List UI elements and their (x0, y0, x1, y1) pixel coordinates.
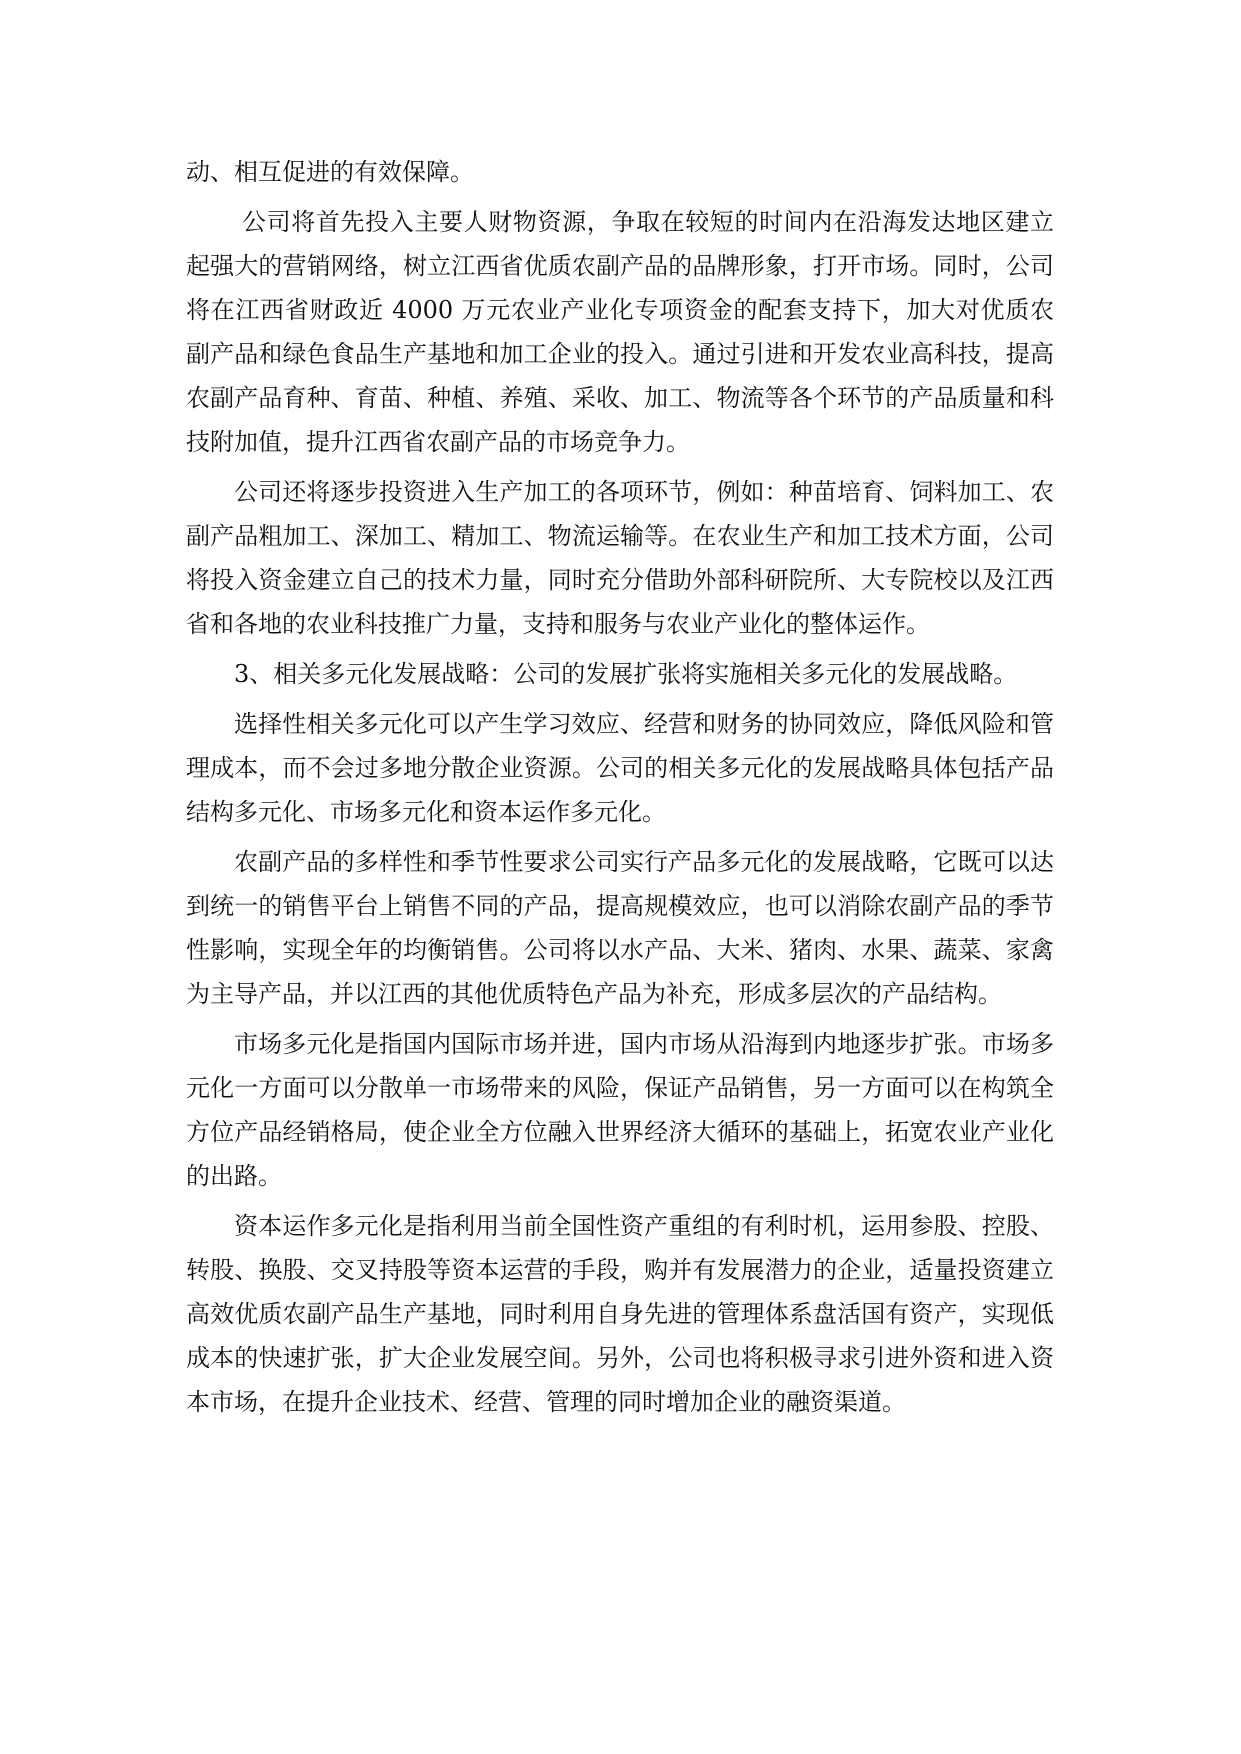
paragraph-diversification-heading: 3、相关多元化发展战略：公司的发展扩张将实施相关多元化的发展战略。 (234, 660, 1018, 688)
paragraph-selective-diversification: 选择性相关多元化可以产生学习效应、经营和财务的协同效应，降低风险和管理成本，而不会过多地分散企业资源。公司的相关多元化的发展战略具体包括产品结构多元化、市场多元化和资本运作多元化。 (186, 710, 1054, 826)
paragraph-marketing-network: 公司将首先投入主要人财物资源，争取在较短的时间内在沿海发达地区建立起强大的营销网络，树立江西省优质农副产品的品牌形象，打开市场。同时，公司将在江西省财政近 4000 万元农业产业化专项资金的配套支持下，加大对优质农副产品和绿色食品生产基地和加工企业的投入。通过引进和开发农业高科技，提高农副产品育种、育苗、种植、养殖、采收、加工、物流等各个环节的产品质量和科技附加值，提升江西省农副产品的市场竞争力。 (186, 208, 1054, 456)
paragraph-product-diversification: 农副产品的多样性和季节性要求公司实行产品多元化的发展战略，它既可以达到统一的销售平台上销售不同的产品，提高规模效应，也可以消除农副产品的季节性影响，实现全年的均衡销售。公司将以水产品、大米、猪肉、水果、蔬菜、家禽为主导产品，并以江西的其他优质特色产品为补充，形成多层次的产品结构。 (186, 848, 1054, 1008)
paragraph-continuation: 动、相互促进的有效保障。 (186, 158, 474, 186)
paragraph-production-processing: 公司还将逐步投资进入生产加工的各项环节，例如：种苗培育、饲料加工、农副产品粗加工、深加工、精加工、物流运输等。在农业生产和加工技术方面，公司将投入资金建立自己的技术力量，同时充分借助外部科研院所、大专院校以及江西省和各地的农业科技推广力量，支持和服务与农业产业化的整体运作。 (186, 478, 1054, 638)
paragraph-capital-diversification: 资本运作多元化是指利用当前全国性资产重组的有利时机，运用参股、控股、转股、换股、交叉持股等资本运营的手段，购并有发展潜力的企业，适量投资建立高效优质农副产品生产基地，同时利用自身先进的管理体系盘活国有资产，实现低成本的快速扩张，扩大企业发展空间。另外，公司也将积极寻求引进外资和进入资本市场，在提升企业技术、经营、管理的同时增加企业的融资渠道。 (186, 1212, 1054, 1416)
document-body (186, 150, 1054, 1430)
paragraph-market-diversification: 市场多元化是指国内国际市场并进，国内市场从沿海到内地逐步扩张。市场多元化一方面可以分散单一市场带来的风险，保证产品销售，另一方面可以在构筑全方位产品经销格局，使企业全方位融入世界经济大循环的基础上，拓宽农业产业化的出路。 (186, 1030, 1054, 1190)
